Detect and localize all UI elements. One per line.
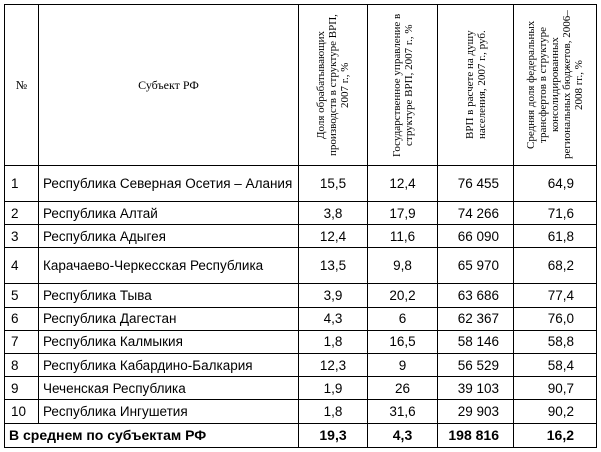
row-transfers: 90,7: [514, 377, 597, 400]
row-gov-admin: 16,5: [368, 330, 438, 353]
row-gov-admin: 31,6: [368, 400, 438, 423]
row-transfers: 61,8: [514, 225, 597, 248]
header-federal-transfers-share: Средняя доля федеральных трансфертов в структуре консолидированных региональных бюджетов, 2006–2008 гг., %: [514, 5, 597, 166]
row-grp: 66 090: [438, 225, 514, 248]
row-grp: 58 146: [438, 330, 514, 353]
row-subject: Чеченская Республика: [39, 377, 299, 400]
row-transfers: 71,6: [514, 201, 597, 224]
row-gov-admin: 20,2: [368, 284, 438, 307]
row-subject: Республика Тыва: [39, 284, 299, 307]
total-gov-admin: 4,3: [368, 423, 438, 447]
row-num: 2: [5, 201, 39, 224]
row-manufacturing: 1,8: [299, 400, 368, 423]
table-row: [5, 400, 597, 423]
row-grp: 74 266: [438, 201, 514, 224]
row-manufacturing: 1,9: [299, 377, 368, 400]
row-grp: 63 686: [438, 284, 514, 307]
row-subject: Карачаево-Черкесская Республика: [39, 248, 299, 284]
row-num: 5: [5, 284, 39, 307]
row-num: 10: [5, 400, 39, 423]
row-grp: 56 529: [438, 353, 514, 376]
row-subject: Республика Ингушетия: [39, 400, 299, 423]
row-subject: Республика Дагестан: [39, 307, 299, 330]
row-grp: 65 970: [438, 248, 514, 284]
header-row: [5, 5, 597, 166]
row-gov-admin: 26: [368, 377, 438, 400]
row-gov-admin: 6: [368, 307, 438, 330]
row-gov-admin: 9: [368, 353, 438, 376]
row-transfers: 90,2: [514, 400, 597, 423]
regions-table: [4, 4, 597, 448]
table-row: [5, 353, 597, 376]
total-grp: 198 816: [438, 423, 514, 447]
total-label: В среднем по субъектам РФ: [5, 423, 299, 447]
table-row: [5, 377, 597, 400]
header-subject: Субъект РФ: [39, 5, 299, 166]
row-subject: Республика Алтай: [39, 201, 299, 224]
row-subject: Республика Северная Осетия – Алания: [39, 166, 299, 202]
row-num: 4: [5, 248, 39, 284]
row-manufacturing: 3,9: [299, 284, 368, 307]
header-num: №: [5, 5, 39, 166]
total-manufacturing: 19,3: [299, 423, 368, 447]
row-subject: Республика Калмыкия: [39, 330, 299, 353]
row-transfers: 58,4: [514, 353, 597, 376]
row-subject: Республика Адыгея: [39, 225, 299, 248]
header-gov-admin-share: Государственное управление в структуре ВРП, 2007 г., %: [368, 5, 438, 166]
row-manufacturing: 4,3: [299, 307, 368, 330]
row-transfers: 68,2: [514, 248, 597, 284]
row-gov-admin: 17,9: [368, 201, 438, 224]
row-manufacturing: 12,3: [299, 353, 368, 376]
total-transfers: 16,2: [514, 423, 597, 447]
row-gov-admin: 9,8: [368, 248, 438, 284]
row-transfers: 64,9: [514, 166, 597, 202]
row-num: 8: [5, 353, 39, 376]
header-manufacturing-share: Доля обрабатывающих производств в структуре ВРП, 2007 г., %: [299, 5, 368, 166]
row-transfers: 58,8: [514, 330, 597, 353]
total-row: [5, 423, 597, 447]
row-transfers: 76,0: [514, 307, 597, 330]
row-manufacturing: 15,5: [299, 166, 368, 202]
table-row: [5, 201, 597, 224]
table-row: [5, 284, 597, 307]
row-manufacturing: 13,5: [299, 248, 368, 284]
row-manufacturing: 1,8: [299, 330, 368, 353]
row-gov-admin: 12,4: [368, 166, 438, 202]
row-num: 7: [5, 330, 39, 353]
row-transfers: 77,4: [514, 284, 597, 307]
row-num: 6: [5, 307, 39, 330]
table-row: [5, 225, 597, 248]
row-grp: 29 903: [438, 400, 514, 423]
row-gov-admin: 11,6: [368, 225, 438, 248]
row-manufacturing: 3,8: [299, 201, 368, 224]
table-row: [5, 330, 597, 353]
row-grp: 76 455: [438, 166, 514, 202]
row-grp: 62 367: [438, 307, 514, 330]
table-row: [5, 166, 597, 202]
row-num: 1: [5, 166, 39, 202]
table-row: [5, 248, 597, 284]
row-manufacturing: 12,4: [299, 225, 368, 248]
row-subject: Республика Кабардино-Балкария: [39, 353, 299, 376]
row-num: 3: [5, 225, 39, 248]
header-grp-per-capita: ВРП в расчете на душу населения, 2007 г., руб.: [438, 5, 514, 166]
row-num: 9: [5, 377, 39, 400]
table-row: [5, 307, 597, 330]
row-grp: 39 103: [438, 377, 514, 400]
